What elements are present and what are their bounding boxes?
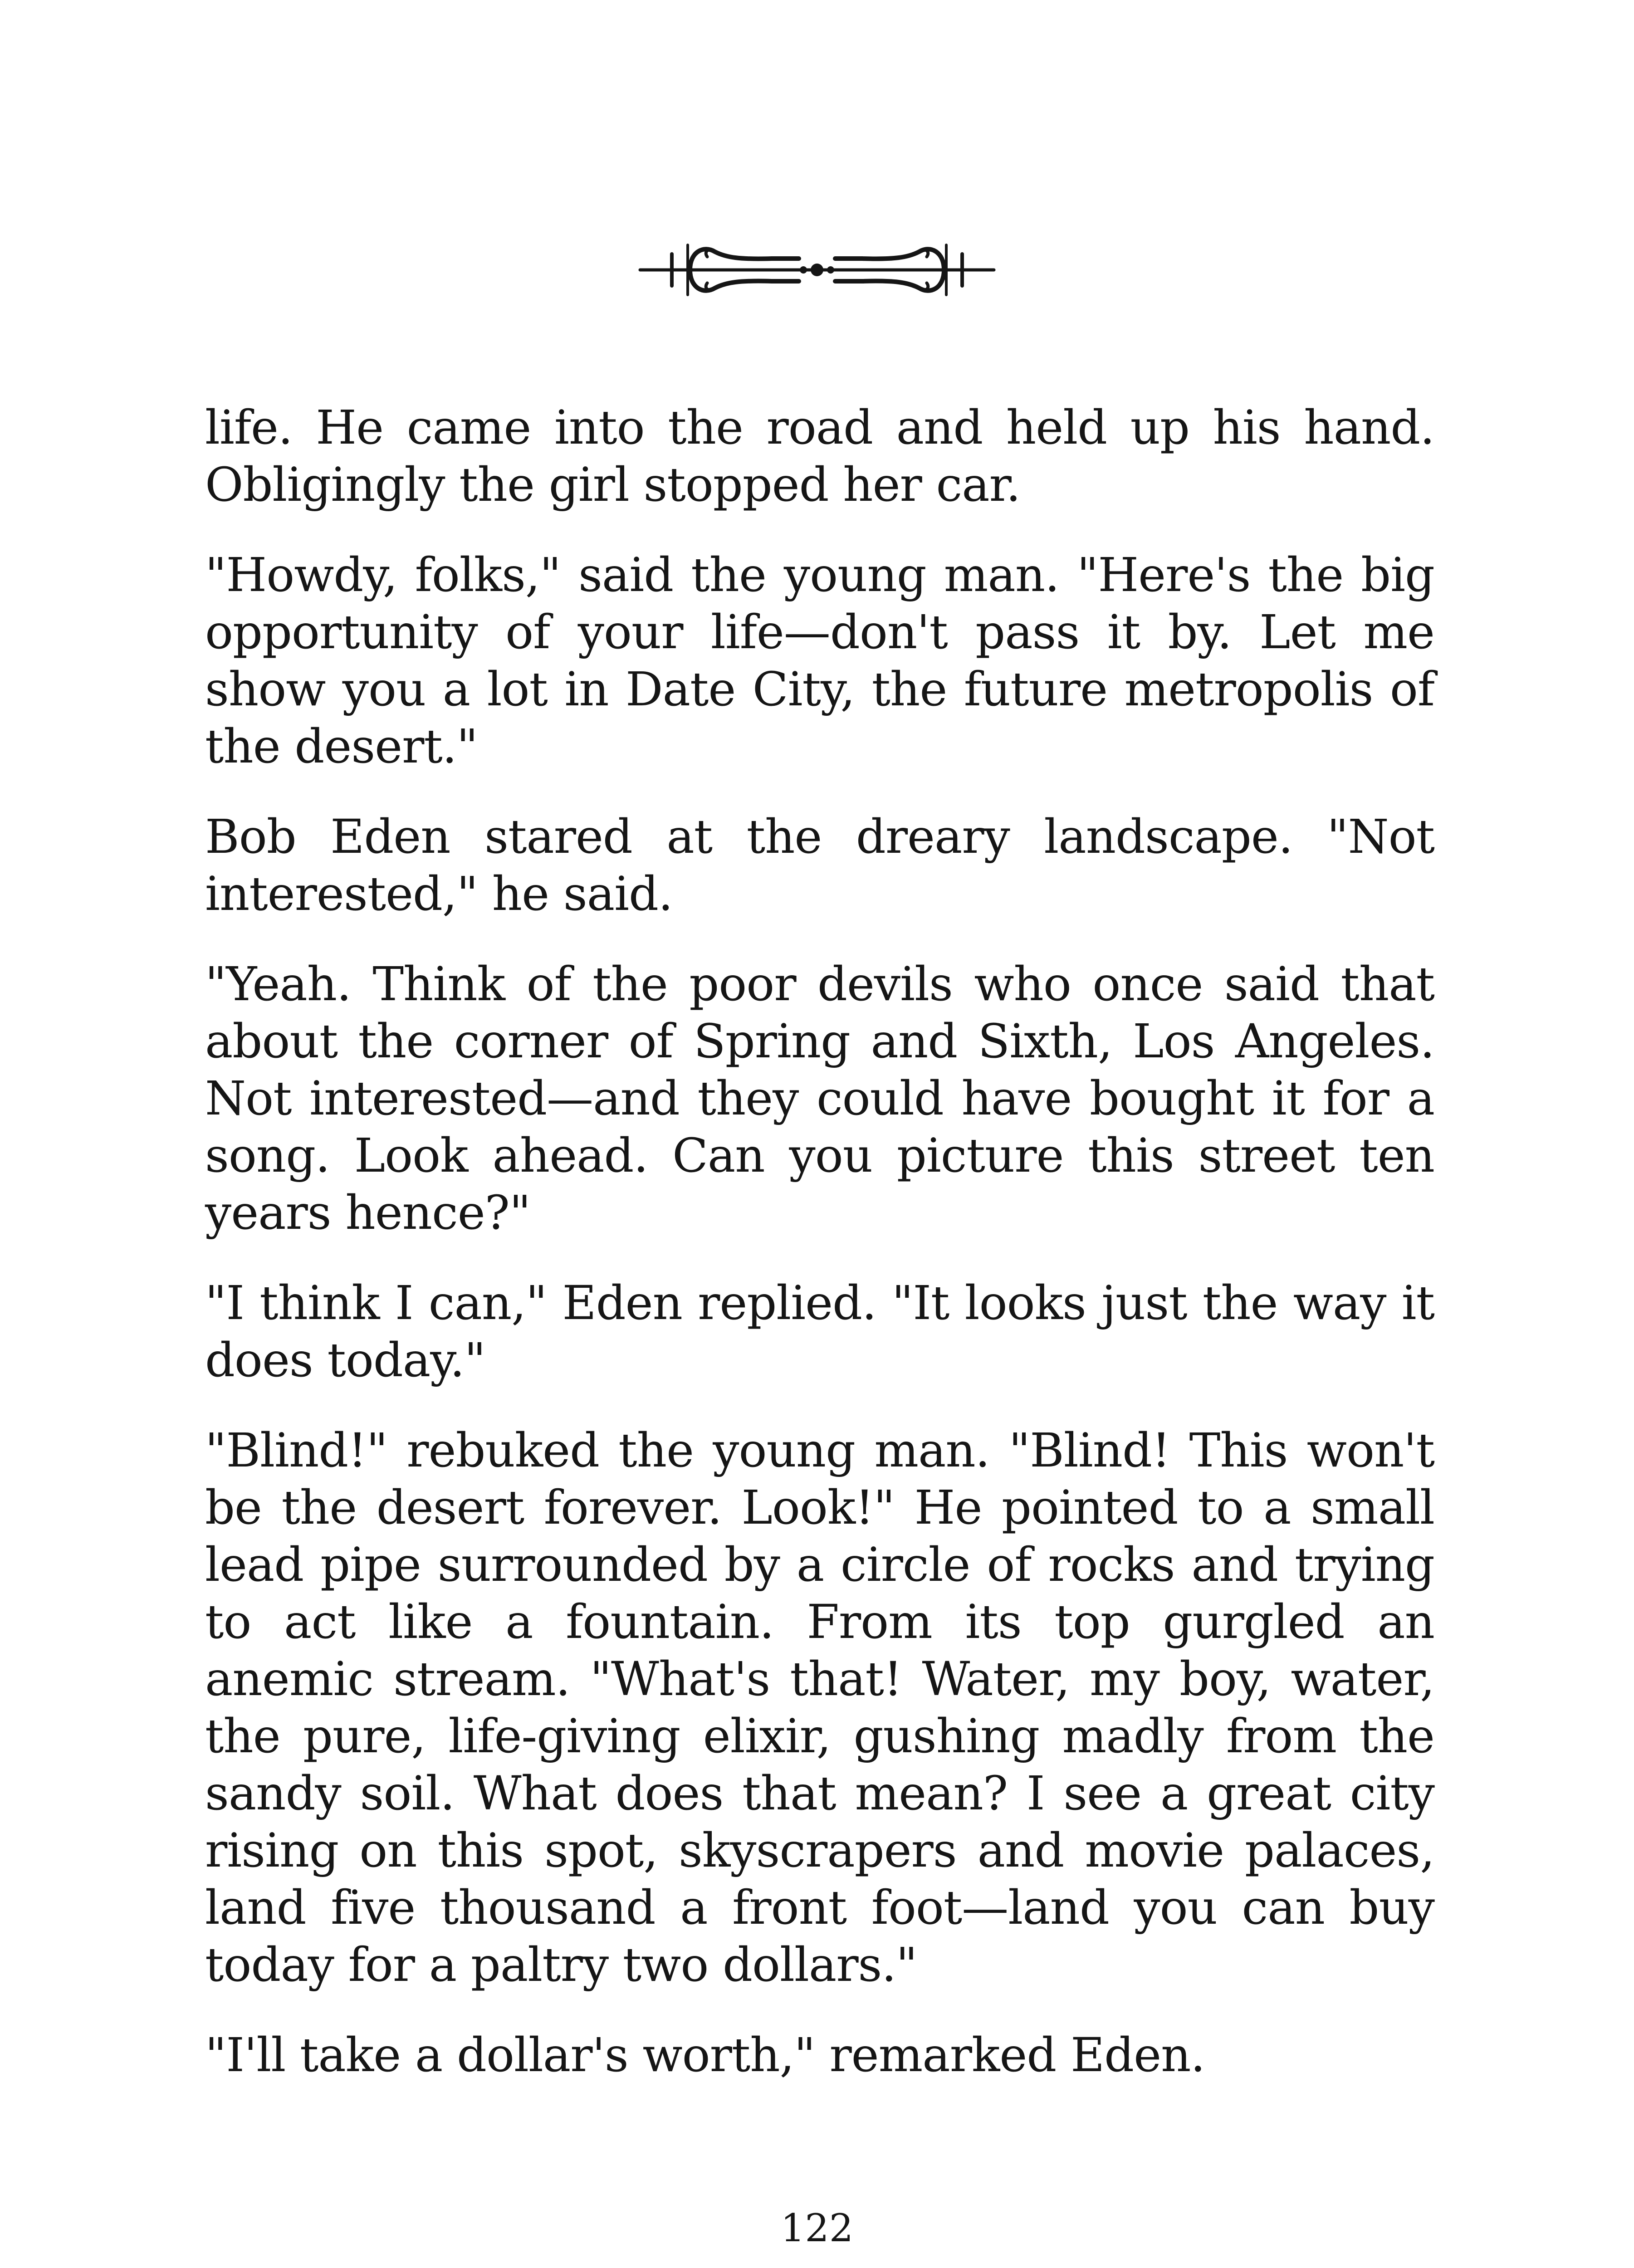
paragraph: "Howdy, folks," said the young man. "Here's the big opportunity of your life—don't pass it by. Let me show you a lot in Date City, the future metropolis of the desert." bbox=[205, 548, 1434, 774]
paragraph: "I'll take a dollar's worth," remarked Eden. bbox=[205, 2028, 1205, 2082]
body-text bbox=[205, 399, 1434, 2117]
paragraph: Bob Eden stared at the dreary landscape. "Not interested," he said. bbox=[205, 810, 1434, 921]
paragraph: life. He came into the road and held up his hand. Obligingly the girl stopped her car. bbox=[205, 401, 1434, 512]
ornament-divider bbox=[636, 227, 998, 313]
paragraph: "Blind!" rebuked the young man. "Blind! This won't be the desert forever. Look!" He pointed to a small lead pipe surrounded by a circle of rocks and trying to act like a fountain. From its top gurgled an anemic stream. "What's that! Water, my boy, water, the pure, life-giving elixir, gushing madly from the sandy soil. What does that mean? I see a great city rising on this spot, skyscrapers and movie palaces, land five thousand a front foot—land you can buy today for a paltry two dollars." bbox=[205, 1423, 1434, 1992]
paragraph: "I think I can," Eden replied. "It looks just the way it does today." bbox=[205, 1276, 1434, 1388]
paragraph: "Yeah. Think of the poor devils who once said that about the corner of Spring and Sixth, Los Angeles. Not interested—and they could have bought it for a song. Look ahead. Can you picture this street ten years hence?" bbox=[205, 957, 1434, 1240]
page-number: 122 bbox=[780, 2206, 854, 2250]
